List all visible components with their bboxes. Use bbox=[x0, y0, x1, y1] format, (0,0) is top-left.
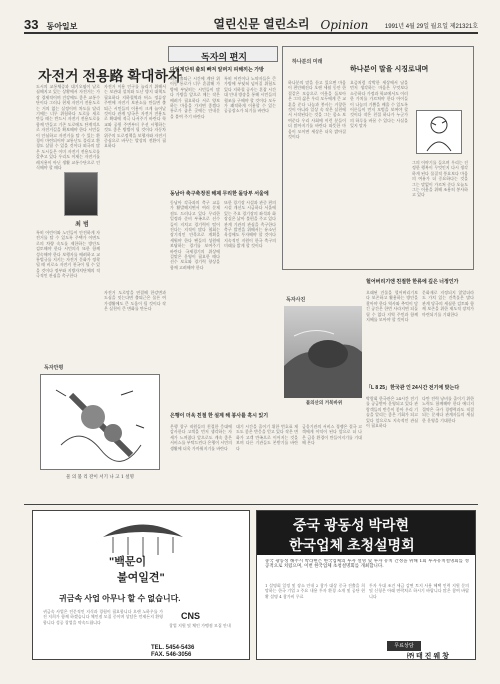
main-body-col3: 특히 어린이와 노인들이 안전하게 자전거를 탈 수 있도록 주택가 이면도로의 차량 속도를 제한하는 방안도 검토해야 한다 시민의식 또한 함께 성숙해야 한다 보행자를 배려하고 교통법규를 지키는 자전거 문화가 정착될 때 비로소 자전거 천국이 될 수 있을 것이다 정부와 지방자치단체의 적극적인 관심을 촉구한다 bbox=[36, 230, 100, 279]
page-number: 33 bbox=[24, 17, 39, 32]
jewelry-ad bbox=[32, 510, 250, 660]
bottom-col2: 대기 시간을 줄이기 위한 번호표 제도도 좋은 반응을 얻고 있다 작은 변화가 고객 만족으로 이어지는 것을 보며 다른 기관들도 본받기를 바란다 bbox=[236, 424, 298, 451]
ad-sponsor: ㈜ 태 진 웨 창 bbox=[407, 653, 449, 660]
ad-brand: CNS bbox=[181, 611, 201, 621]
ad-details-right: 투자 우대 조건 세금 감면 토지 사용 혜택 인력 지원 문의 및 신청은 아래 연락처로 하시기 바랍니다 많은 참여 바랍니다 bbox=[369, 583, 469, 599]
ad-fax: FAX. 546-3056 bbox=[151, 652, 192, 658]
small1-col1: 오래된 건물을 헐어버리기보다 보존하고 활용하는 방안을 찾아야 한다 역사와 추억이 담긴 공간은 한번 사라지면 되돌릴 수 없다 지역 주민과 함께 지혜를 모아야 할 것이다 bbox=[366, 290, 418, 323]
paper-name: 동아일보 bbox=[46, 22, 78, 31]
column-col1: 하나분의 말을 듣고 있으면 마음이 편안해진다 오랜 세월 동안 한결같은 모습으로 이웃을 돌보아 온 그의 삶은 우리 모두에게 큰 교훈을 준다 나눔과 봉사는 거창한 것이 아니라 일상 속 작은 실천에서 시작된다는 것을 그는 몸소 보여준다 우리 사회에 이런 분들이 더 많아지기를 바란다 따뜻한 마음이 모이면 세상은 더욱 밝아질 것이다 bbox=[288, 80, 346, 140]
letter1-col2: 특히 어린이나 노약자들은 큰 가방에 부딪혀 넘어질 위험도 있다 지하철 공사는 혼잡 시간대 안내 방송을 통해 시민들의 협조를 구해야 할 것이다 모두가 쾌적하게 이용할 수 있는 공공장소가 되기를 바란다 bbox=[224, 76, 276, 114]
section-title: 열린신문 열린소리 bbox=[213, 17, 310, 31]
photo-tag: 독자사진 bbox=[286, 297, 306, 303]
column-tag: 하나분의 미래 bbox=[292, 59, 323, 65]
small-sub2: 「L 8 25」한국관 인 24시간 전기에 맞는다 bbox=[366, 385, 460, 391]
readers-title: 독자의 편지 bbox=[201, 52, 247, 62]
readers-title-box bbox=[168, 46, 278, 62]
ad-slogan-line2: 불여일견" bbox=[117, 572, 165, 584]
letter2-col2: 또한 경기장 시설과 관중 편의시설 개선도 시급하다 서울에 있는 주요 경기장의 좌석과 화장실은 낡아 불편을 주고 있다 관계 기관의 관심을 촉구한다 축구 발전을 위해서는 유소년 육성에도 투자해야 할 것이다 지속적인 지원이 한국 축구의 미래를 밝게 할 것이다 bbox=[224, 200, 276, 249]
readers-box-title: 은행이 더욱 친절 한 설계 해 봉사를 혹시 있기 bbox=[170, 413, 269, 419]
ad-title-line1: 중국 광동성 박라현 bbox=[293, 517, 409, 533]
author-photo bbox=[64, 172, 98, 216]
main-body-col1: 도시의 교통체증과 대기오염이 날로 심해지고 있는 상황에서 자전거는 가장 경제적이며 건강에도 좋은 교통수단이다 그러나 현재 자전거 전용도로는 거의 없는 실정이며 차도를 달리기에는 너무 위험하다 도로를 새로 만들 때는 반드시 자전거 전용도로를 함께 만들고 기존 도로에도 단계적으로 자전거길을 확보해야 한다 시민들이 안심하고 자전거를 탈 수 있는 환경이 마련되어야 교통난도 풀리고 환경도 살릴 수 있을 것이다 외국의 많은 도시들은 이미 자전거 전용도로를 갖추고 있다 우리도 이제는 자전거를 레저용이 아닌 생활 교통수단으로 인식해야 할 때다 bbox=[36, 84, 100, 171]
china-seminar-ad bbox=[256, 510, 476, 660]
column-col3: 그의 이야기를 들으며 우리는 진정한 행복이 무엇인지 다시 생각하게 된다 물질적 풍요보다 마음의 여유가 더 중요하다는 것을 그는 말없이 가르쳐 준다 오늘도 그는 이웃을 위해 조용히 봉사하고 있다 bbox=[412, 160, 468, 198]
page-header bbox=[24, 8, 478, 34]
ad-ornament-graphic bbox=[93, 517, 193, 557]
column-drawing bbox=[417, 111, 461, 153]
date-line: 1991년 4월 29일 월요일 제21321호 bbox=[384, 24, 478, 30]
main-title: 자전거 전용路 확대하자 bbox=[38, 68, 182, 84]
cartoon-tag: 독자만평 bbox=[44, 365, 64, 371]
main-body-col4: 자전거 도로망을 연결해 한강변과 도심을 잇는다면 출퇴근은 물론 여가생활에도 큰 도움이 될 것이다 작은 실천이 큰 변화를 만든다 bbox=[104, 290, 166, 312]
ad-consult-button[interactable]: 무료상담 bbox=[387, 641, 421, 651]
ad-tel: TEL. 5454-5436 bbox=[151, 645, 195, 651]
ad-brand-note: 창업 지원 및 체인 가맹점 모집 안내 bbox=[169, 623, 231, 628]
small2-col2: 다만 전력 낭비를 줄이기 위한 노력도 함께해야 한다 에너지 절약은 국가 경쟁력과도 직결되는 문제다 관계자들의 세심한 운영을 기대한다 bbox=[422, 396, 474, 423]
letter2-col1: 동남아 각국과의 축구 교류가 활발해지면서 여러 문제점도 드러나고 있다 무리한 일정과 준비 부족으로 선수들이 지치고 경기력이 떨어진다는 지적이 많다 협회는 장기적인 안목으로 계획을 세워야 한다 팬들의 성원에 보답하는 경기를 보여주기 바란다 국제경기의 위상에 걸맞은 운영이 필요한 때다 선수 보호와 경기력 향상을 함께 고려해야 한다 bbox=[170, 200, 220, 270]
ad-title-banner bbox=[257, 511, 475, 555]
photo-caption: 불의산의 거북바위 bbox=[305, 401, 343, 406]
column-col2: 요즘처럼 각박한 세상에서 남을 먼저 생각하는 마음은 무엇보다 소중하다 가정과 학교에서도 이러한 가치를 가르쳐야 한다 아이들이 나눔의 기쁨을 배울 수 있도록 어른들이 먼저 모범을 보여야 할 것이다 작은 친절 하나가 누군가의 하루를 바꿀 수 있다는 사실을 잊지 말자 bbox=[350, 80, 408, 129]
column-illustration bbox=[416, 110, 462, 154]
letter1-col1: 최근 출퇴근 시간에 계단 위 이동 통로가 너무 혼잡해 가방에 부딪히는 시민들이 많다 가방을 앞으로 메는 작은 배려가 필요하다 서로 양보하는 마음을 가지면 좋겠다 통로가 좁은 곳에는 안내문을 붙여 주기 바란다 bbox=[170, 76, 220, 119]
bottom-col1: 은행 창구 직원들의 친절한 응대에 감사한다 고객을 먼저 생각하는 자세가 느껴졌다 앞으로도 계속 좋은 서비스를 부탁드린다 은행이 시민의 생활에 더욱 가까워지기를 바란다 bbox=[170, 424, 232, 451]
ad-title-line2: 한국업체 초청설명회 bbox=[289, 537, 415, 553]
ad-details-left: 1 설명회 일정 및 장소 안내 2 참가 대상 중국 진출을 희망하는 한국 기업 3 주요 내용 투자 환경 소개 및 공단 현황 설명 4 참가비 무료 bbox=[265, 583, 365, 599]
readers-sub2: 동남아 축구축정권 해제 무리한 돌당부 서울에 bbox=[170, 191, 269, 197]
small2-col1: 박람회 한국관은 24시간 전기를 공급받아 운영되고 있다 관람객들의 반응이 좋아 우리 기술을 알리는 좋은 기회가 되고 있다 앞으로도 지속적인 관심이 필요하다 bbox=[366, 396, 418, 429]
cartoon-caption: 물 의 불 리 잔이 서기 나 고 1 설명 bbox=[66, 475, 134, 480]
small1-col2: 문화재로 지정되지 않았더라도 가치 있는 건축물은 많다 관계 당국의 세심한 검토와 함께 보존을 위한 제도적 장치가 마련되기를 기대한다 bbox=[422, 290, 474, 317]
bottom-col3: 금융기관의 서비스 경쟁은 결국 고객에게 이익이 된다 앞으로 더 나은 금융 환경이 만들어지기를 기대해 본다 bbox=[302, 424, 362, 446]
rock-image bbox=[284, 306, 362, 398]
column-title: 하나분이 말을 시징로내며 bbox=[350, 66, 429, 73]
ads-divider bbox=[24, 504, 478, 505]
main-body-col2: 자전거 이용 인구를 늘리기 위해서는 보관대 설치와 도난 방지 대책도 필요하다 지하철역과 버스 정류장 주변에 자전거 보관소를 만들면 출퇴근 시민들의 이용이 크게 늘어날 것이다 관계 당국은 자전거 전용도로 확대에 적극 나서주기 바란다 학교와 공원 주변부터 우선 시행하는 것도 좋은 방법이 될 것이다 자동차 위주의 도로정책을 보행자와 자전거 중심으로 바꾸는 발상의 전환이 필요하다 bbox=[104, 84, 166, 149]
ad-slogan-line1: "백문이 bbox=[109, 556, 147, 568]
section-opinion: Opinion bbox=[320, 18, 369, 32]
cartoon-box bbox=[40, 374, 160, 470]
ad-intro: 중국 광동성 해주시 박라현은 한국업체의 투자 설명 및 투자 유치 간정을 위해 1회 투자유치설명회를 성공적으로 치렀으며, 이번 한국업체 초청설명회를 개최합니다. bbox=[265, 559, 469, 570]
cartoon-drawing bbox=[41, 375, 159, 469]
ad-body: 귀금속 사업은 전문적인 지식과 경험이 필요합니다 오랜 노하우를 가진 저희가 함께 하겠습니다 체인점 모집 중이며 상담은 언제든지 환영합니다 성공 창업을 약속드립니다 bbox=[43, 609, 163, 625]
readers-sub1: 다인계단위 출퇴 빠져 알퍼지 피해끼는 가방 bbox=[170, 67, 264, 73]
small-sub1: 헐어버리기엔 친절한 한류에 깊은 너정인가 bbox=[366, 279, 459, 285]
main-author: 최 범 bbox=[75, 221, 89, 228]
ad-headline: 귀금속 사업 아무나 할 수 없습니다. bbox=[59, 594, 181, 603]
landscape-photo bbox=[284, 306, 362, 398]
